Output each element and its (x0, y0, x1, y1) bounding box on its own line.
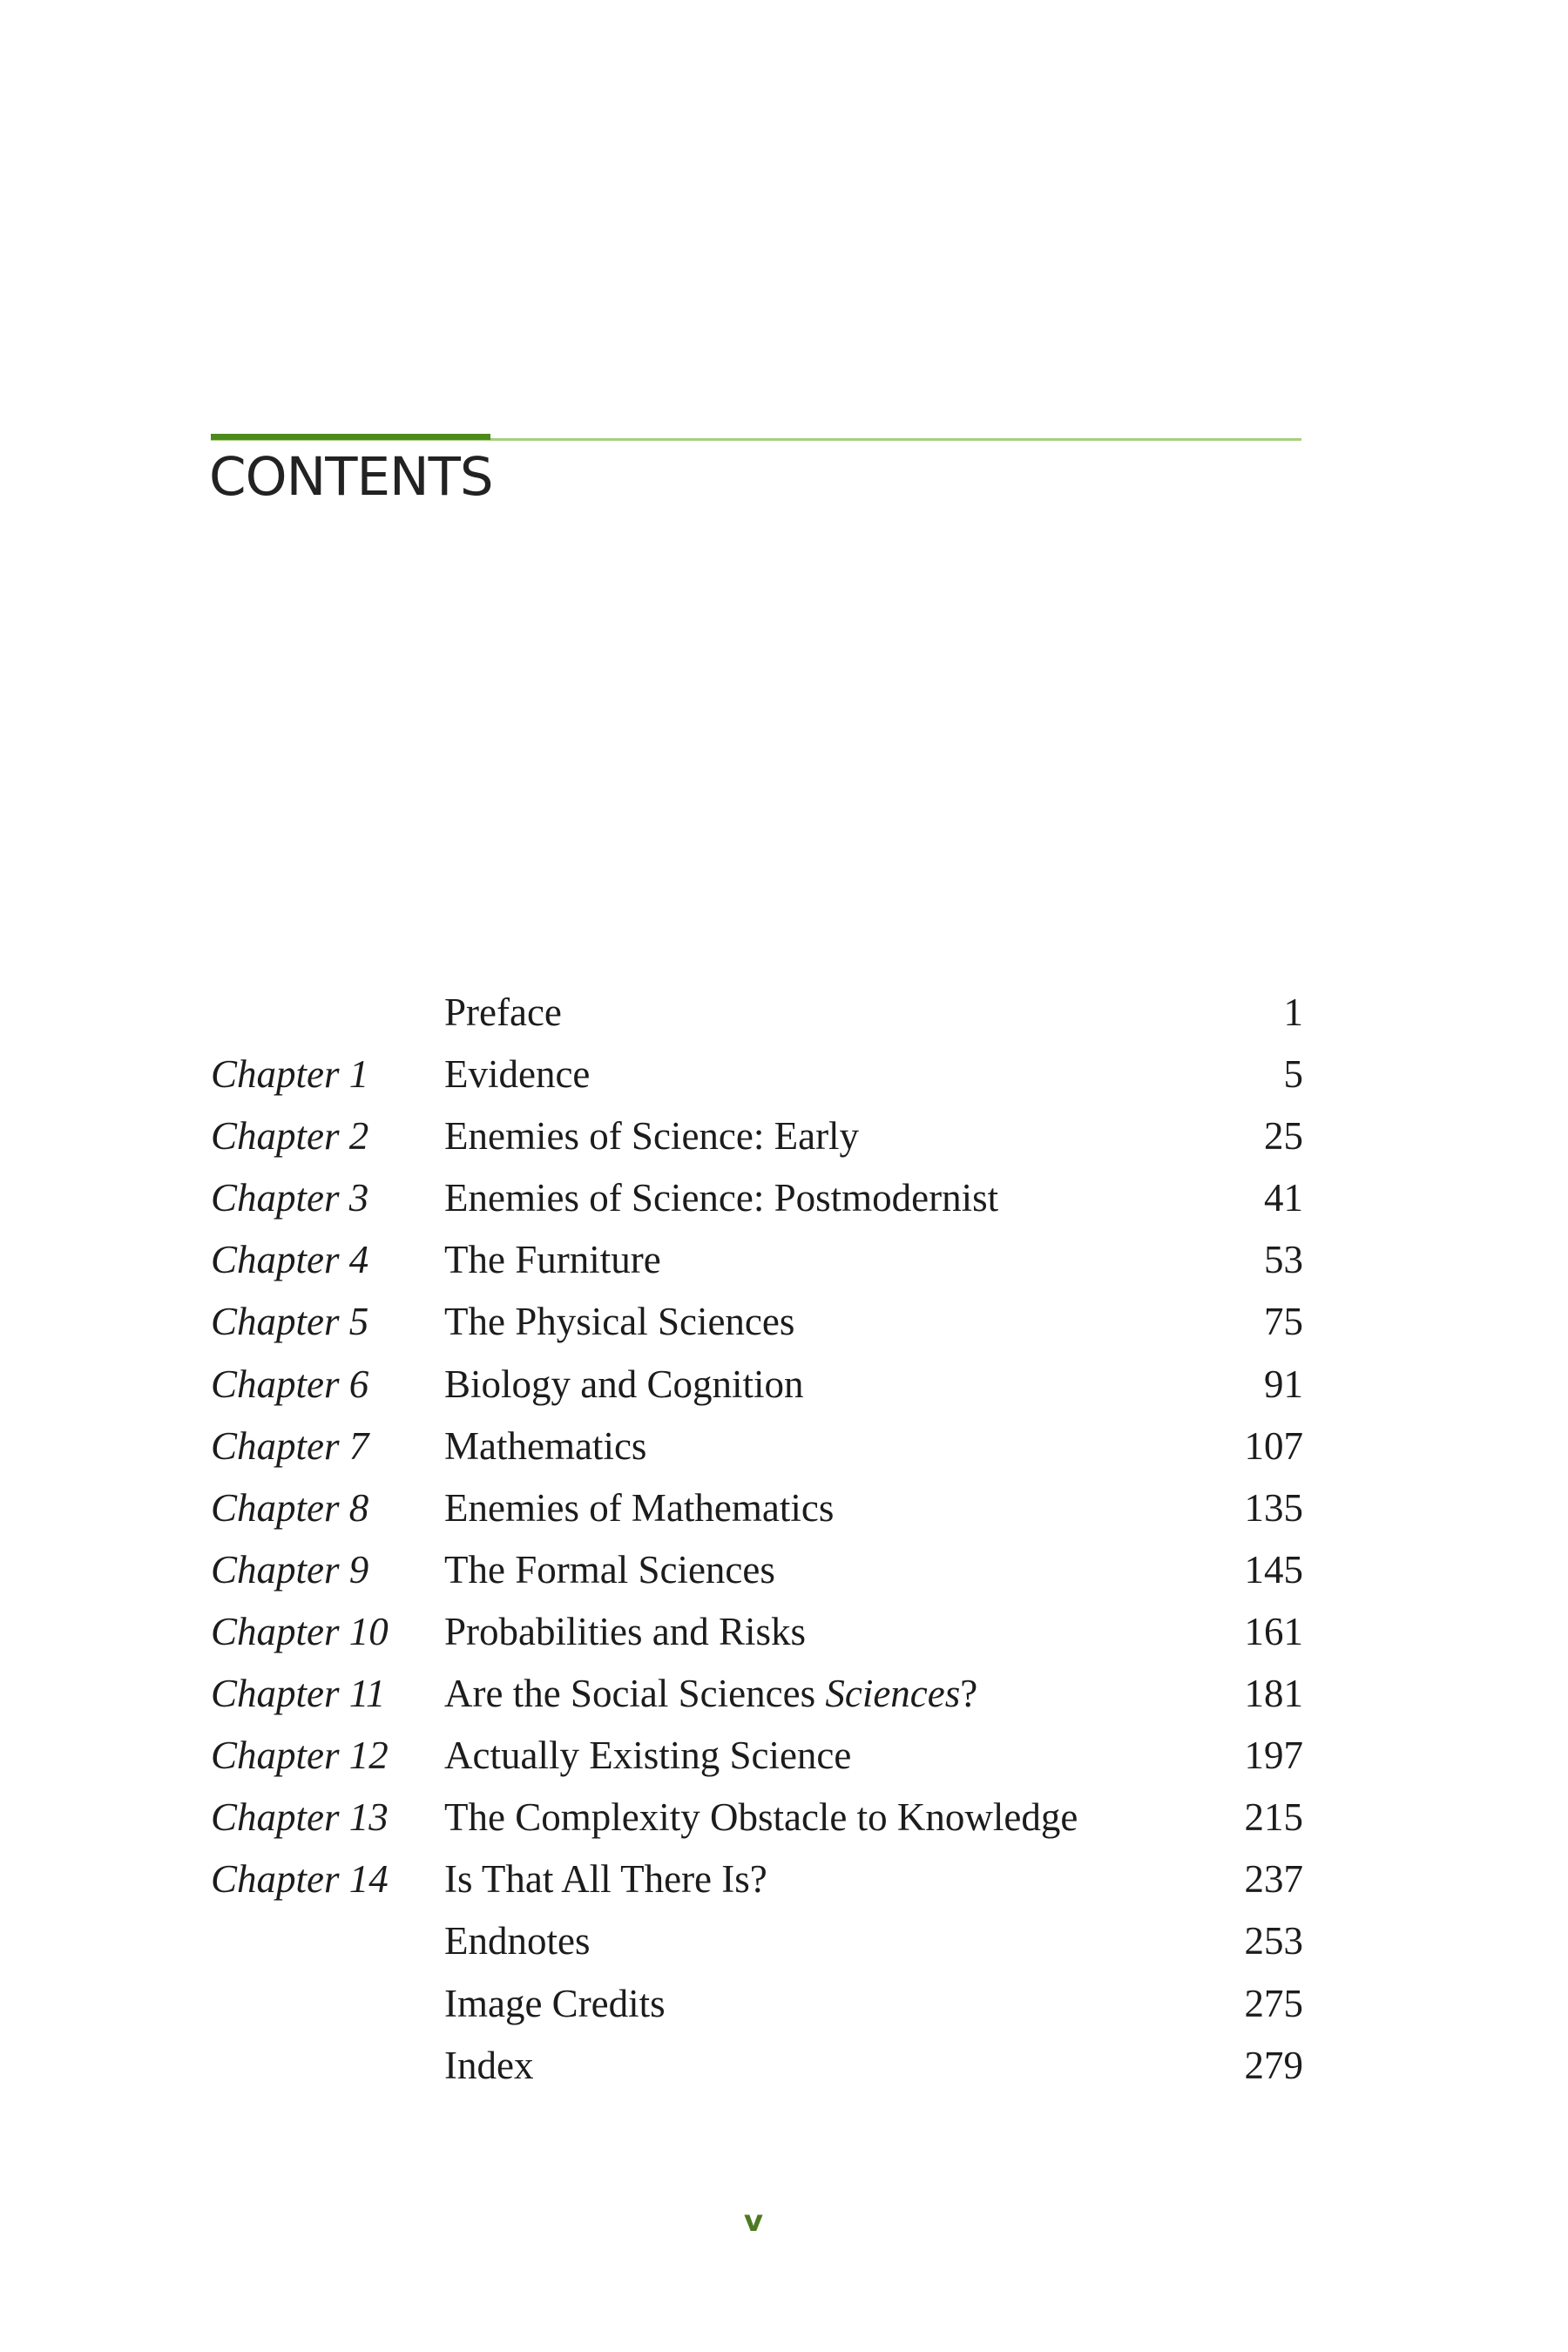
toc-chapter-label: Chapter 9 (211, 1547, 369, 1592)
toc-chapter-label: Chapter 14 (211, 1857, 389, 1902)
toc-title-text: The Physical Sciences (444, 1300, 795, 1344)
toc-chapter-label: Chapter 12 (211, 1734, 389, 1778)
toc-page-number: 275 (1244, 1981, 1303, 2025)
toc-title (444, 1044, 590, 1105)
toc-chapter-label: Chapter 11 (211, 1672, 386, 1716)
page-title: CONTENTS (209, 446, 493, 508)
toc-entry (211, 982, 1303, 1044)
toc-entry (211, 1044, 1303, 1105)
toc-title-text: Mathematics (444, 1423, 647, 1468)
toc-page-number: 237 (1244, 1857, 1303, 1902)
toc-chapter-label: Chapter 4 (211, 1238, 369, 1282)
toc-page-number: 75 (1264, 1300, 1303, 1344)
toc-title-text: Are the Social Sciences (444, 1672, 826, 1716)
toc-title (444, 1354, 804, 1416)
toc-entry (211, 1105, 1303, 1167)
toc-title (444, 1229, 661, 1291)
toc-page-number: 5 (1283, 1052, 1303, 1097)
toc-title-text: Is That All There Is? (444, 1857, 767, 1902)
toc-title-text: Index (444, 2043, 534, 2087)
toc-title-text: Endnotes (444, 1919, 591, 1963)
toc-title-text: The Furniture (444, 1238, 661, 1282)
toc-chapter-label: Chapter 7 (211, 1423, 369, 1468)
toc-chapter-label: Chapter 1 (211, 1052, 369, 1097)
toc-title (444, 1848, 767, 1910)
toc-entry (211, 1663, 1303, 1725)
toc-title (444, 1663, 977, 1725)
toc-page-number: 215 (1244, 1795, 1303, 1840)
table-of-contents (211, 982, 1303, 2097)
toc-title (444, 1601, 806, 1663)
toc-chapter-label: Chapter 10 (211, 1609, 389, 1653)
toc-entry (211, 1477, 1303, 1539)
toc-title (444, 1973, 666, 2035)
toc-entry (211, 1167, 1303, 1229)
toc-page-number: 253 (1244, 1919, 1303, 1963)
toc-entry (211, 1848, 1303, 1910)
toc-title-text: Biology and Cognition (444, 1362, 804, 1406)
toc-chapter-label: Chapter 2 (211, 1114, 369, 1159)
toc-entry (211, 1973, 1303, 2035)
toc-title (444, 1416, 646, 1477)
toc-entry (211, 1787, 1303, 1848)
toc-title-text: Probabilities and Risks (444, 1609, 806, 1653)
toc-title-text: The Formal Sciences (444, 1547, 775, 1592)
toc-entry (211, 1291, 1303, 1353)
toc-title-text: Enemies of Science: Postmodernist (444, 1176, 999, 1220)
toc-title-text: Actually Existing Science (444, 1734, 852, 1778)
toc-page-number: 161 (1244, 1609, 1303, 1653)
toc-entry (211, 1229, 1303, 1291)
toc-entry (211, 1725, 1303, 1787)
toc-page-number: 107 (1244, 1423, 1303, 1468)
toc-entry (211, 1601, 1303, 1663)
toc-title (444, 2035, 533, 2097)
toc-page-number: 145 (1244, 1547, 1303, 1592)
toc-entry (211, 1910, 1303, 1972)
toc-chapter-label: Chapter 8 (211, 1485, 369, 1530)
toc-entry (211, 1539, 1303, 1601)
toc-title-text: Evidence (444, 1052, 591, 1097)
toc-page-number: 197 (1244, 1734, 1303, 1778)
toc-page-number: 1 (1283, 990, 1303, 1034)
toc-title-suffix: ? (960, 1672, 978, 1716)
toc-title (444, 1787, 1078, 1848)
toc-page-number: 181 (1244, 1672, 1303, 1716)
toc-page-number: 279 (1244, 2043, 1303, 2087)
toc-title-text: Enemies of Mathematics (444, 1485, 835, 1530)
toc-entry (211, 1354, 1303, 1416)
toc-title-text: The Complexity Obstacle to Knowledge (444, 1795, 1078, 1840)
toc-title-text: Enemies of Science: Early (444, 1114, 860, 1159)
toc-chapter-label: Chapter 3 (211, 1176, 369, 1220)
toc-page-number: 135 (1244, 1485, 1303, 1530)
toc-chapter-label: Chapter 6 (211, 1362, 369, 1406)
toc-title (444, 1477, 834, 1539)
toc-title (444, 1725, 851, 1787)
page-number-folio: v (743, 2204, 764, 2239)
toc-title-italic: Sciences (825, 1672, 961, 1716)
toc-page-number: 91 (1264, 1362, 1303, 1406)
toc-page-number: 41 (1264, 1176, 1303, 1220)
toc-entry (211, 1416, 1303, 1477)
toc-title (444, 1539, 775, 1601)
toc-page-number: 53 (1264, 1238, 1303, 1282)
toc-title (444, 1105, 859, 1167)
toc-title-text: Image Credits (444, 1981, 666, 2025)
toc-chapter-label: Chapter 5 (211, 1300, 369, 1344)
toc-title (444, 1167, 998, 1229)
toc-title (444, 1910, 590, 1972)
toc-title (444, 982, 562, 1044)
toc-title-text: Preface (444, 990, 562, 1034)
toc-page-number: 25 (1264, 1114, 1303, 1159)
toc-title (444, 1291, 794, 1353)
toc-chapter-label: Chapter 13 (211, 1795, 389, 1840)
toc-entry (211, 2035, 1303, 2097)
